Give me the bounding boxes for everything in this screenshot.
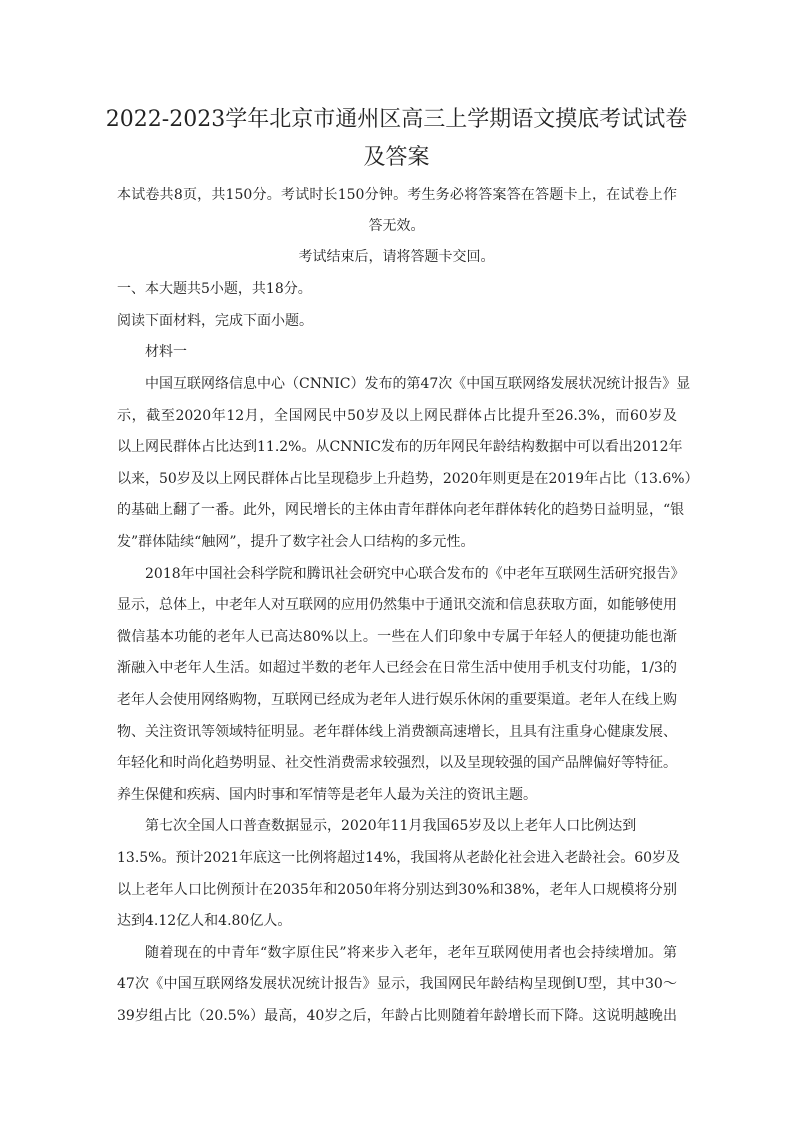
paragraph-line: 以上网民群体占比达到11.2%。从CNNIC发布的历年网民年龄结构数据中可以看出2012年 — [117, 439, 683, 456]
intro-line: 答无效。 — [368, 218, 425, 234]
paragraph-line: 达到4.12亿人和4.80亿人。 — [117, 913, 292, 930]
doc-title-line-1: 2022-2023学年北京市通州区高三上学期语文摸底考试试卷 — [105, 107, 688, 132]
paragraph-line: 2018年中国社会科学院和腾讯社会研究中心联合发布的《中老年互联网生活研究报告》 — [145, 565, 685, 582]
paragraph-line: 物、关注资讯等领域特征明显。老年群体线上消费额高速增长，且具有注重身心健康发展、 — [117, 723, 677, 740]
paragraph-line: 13.5%。预计2021年底这一比例将超过14%，我国将从老龄化社会进入老龄社会。60岁及 — [117, 850, 681, 866]
paragraph-line: 养生保健和疾病、国内时事和军情等是老年人最为关注的资讯主题。 — [117, 786, 537, 803]
paragraph-line: 微信基本功能的老年人已高达80%以上。一些在人们印象中专属于年轻人的便捷功能也渐 — [117, 628, 677, 645]
instruction: 阅读下面材料，完成下面小题。 — [117, 313, 313, 329]
doc-title-line-2: 及答案 — [363, 145, 430, 170]
paragraph-line: 渐融入中老年人生活。如超过半数的老年人已经会在日常生活中使用手机支付功能，1/3的 — [117, 660, 677, 677]
intro-notice: 考试结束后，请将答题卡交回。 — [298, 249, 495, 265]
section-heading: 一、本大题共5小题，共18分。 — [117, 281, 312, 297]
paragraph-line: 老年人会使用网络购物，互联网已经成为老年人进行娱乐休闲的重要渠道。老年人在线上购 — [117, 692, 677, 708]
paragraph-line: 39岁组占比（20.5%）最高，40岁之后，年龄占比则随着年龄增长而下降。这说明越晚出 — [117, 1008, 677, 1024]
paragraph-line: 示，截至2020年12月，全国网民中50岁及以上网民群体占比提升至26.3%，而60岁及 — [117, 407, 677, 424]
paragraph-line: 第七次全国人口普查数据显示，2020年11月我国65岁及以上老年人口比例达到 — [145, 818, 637, 835]
paragraph-line: 47次《中国互联网络发展状况统计报告》显示，我国网民年龄结构呈现倒U型，其中30～ — [117, 976, 677, 993]
paragraph-line: 的基础上翻了一番。此外，网民增长的主体由青年群体向老年群体转化的趋势日益明显，“银 — [117, 502, 685, 519]
paragraph-line: 发”群体陆续“触网”，提升了数字社会人口结构的多元性。 — [117, 534, 475, 550]
intro-line: 本试卷共8页，共150分。考试时长150分钟。考生务必将答案答在答题卡上，在试卷上作 — [117, 187, 677, 203]
paragraph-line: 以来，50岁及以上网民群体占比呈现稳步上升趋势，2020年则更是在2019年占比（13.6%） — [117, 470, 699, 487]
paragraph-line: 随着现在的中青年“数字原住民”将来步入老年，老年互联网使用者也会持续增加。第 — [145, 944, 677, 961]
paragraph-line: 中国互联网络信息中心（CNNIC）发布的第47次《中国互联网络发展状况统计报告》显 — [145, 376, 691, 392]
paragraph-line: 显示，总体上，中老年人对互联网的应用仍然集中于通讯交流和信息获取方面，如能够使用 — [117, 597, 677, 614]
material-label: 材料一 — [145, 344, 187, 360]
paragraph-line: 年轻化和时尚化趋势明显、社交性消费需求较强烈，以及呈现较强的国产品牌偏好等特征。 — [117, 755, 677, 772]
paragraph-line: 以上老年人口比例预计在2035年和2050年将分别达到30%和38%，老年人口规模将分别 — [117, 881, 677, 898]
